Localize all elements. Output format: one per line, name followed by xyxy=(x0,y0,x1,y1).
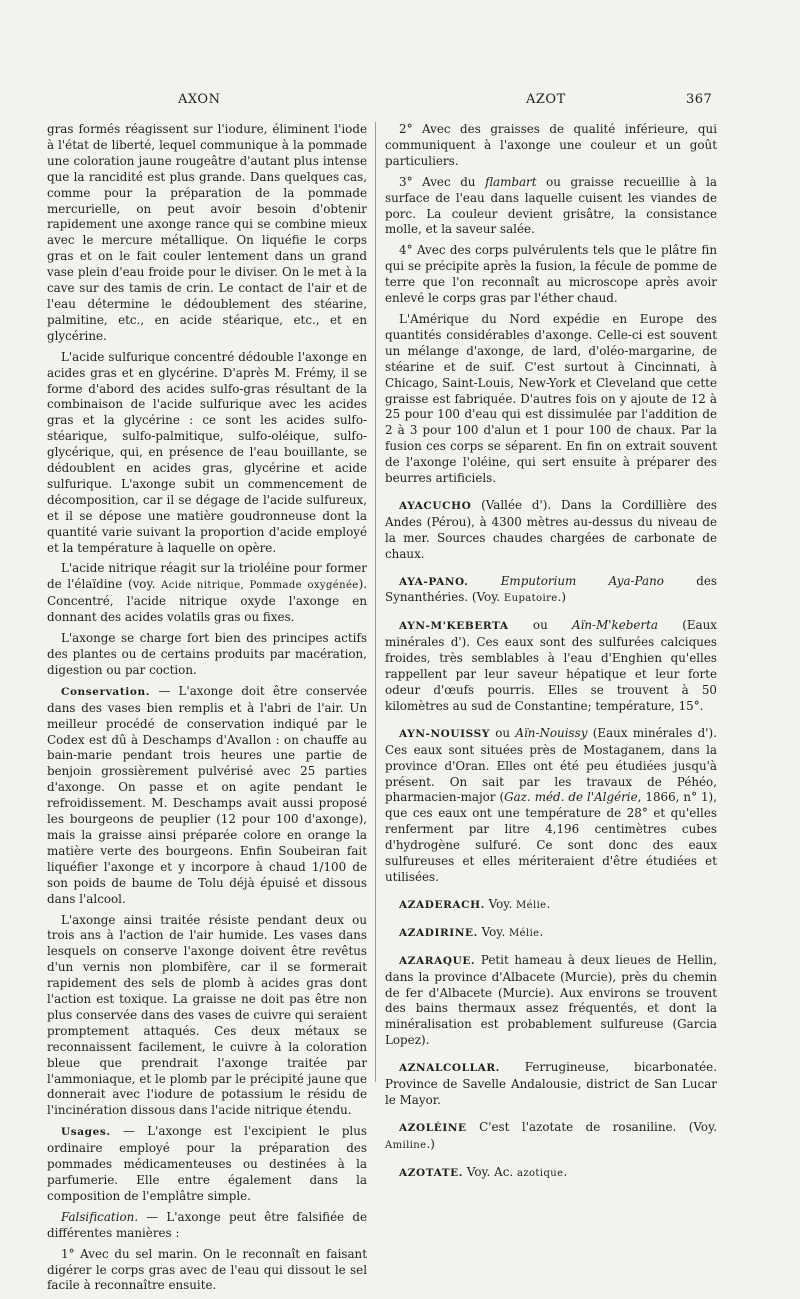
text: — L'axonge peut être falsifiée de différentes manières : xyxy=(47,1209,367,1240)
headword: AZADERACH. xyxy=(399,898,485,911)
paragraph xyxy=(47,350,367,557)
paragraph xyxy=(47,1210,367,1242)
text: . xyxy=(546,896,551,911)
text: des Synanthéries. (Voy. xyxy=(385,573,717,605)
dictionary-entry xyxy=(385,1165,717,1182)
headword: AYA-PANO. xyxy=(399,575,469,588)
text: L'acide nitrique réagit sur la trioléine pour former de l'élaïdine (voy. xyxy=(47,561,367,592)
dictionary-entry xyxy=(385,925,717,942)
paragraph xyxy=(47,1124,367,1205)
text: .) xyxy=(557,590,566,605)
citation: Gaz. méd. de l'Algérie xyxy=(504,790,638,805)
running-head-center: AZOT xyxy=(526,92,566,107)
left-column xyxy=(47,122,367,1299)
text: ou xyxy=(508,618,572,633)
section-label: Falsification. xyxy=(61,1209,139,1224)
headword: AZNALCOLLAR. xyxy=(399,1062,500,1075)
paragraph xyxy=(385,175,717,239)
dictionary-entry xyxy=(385,897,717,914)
cross-reference: Amiline xyxy=(385,1139,427,1151)
paragraph: L'Amérique du Nord expédie en Europe des quantités considérables d'axonge. Celle-ci est souvent un mélange d'axonge, de lard, d'oléo-margarine, de stéarine et de suif. C'est surtout à Cincinnati, à Chicago, Saint-Louis, New-York et Cleveland que cette graisse est fabriquée. D'autres fois on y ajoute de 12 à 25 pour 100 d'eau qui est dissimulée par l'addition de 2 à 3 pour 100 d'alun et 1 pour 100 de chaux. Par la fusion ces corps se séparent. En fin on extrait souvent de l'axonge l'oléine, qui sert ensuite à préparer des beurres artificiels. xyxy=(385,311,717,486)
cross-reference: Acide nitrique, Pommade oxygénée xyxy=(161,580,359,592)
paragraph xyxy=(47,561,367,626)
cross-reference: azotique xyxy=(516,1167,564,1179)
section-label: Conservation. xyxy=(61,685,150,698)
paragraph: 4° Avec des corps pulvérulents tels que le plâtre fin qui se précipite après la fusion, la fécule de pomme de terre que l'on reconnaît au microscope après avoir enlevé le corps gras par l'éther chaud. xyxy=(385,243,717,306)
text: Petit hameau à deux lieues de Hellin, dans la province d'Albacete (Murcie), près du chemin de fer d'Albacete (Murcie). Aux environs se trouvent des bains thermaux assez fréquentés, et dont la minéralisation est probablement sulfureuse (Garcia Lopez). xyxy=(385,952,717,1048)
paragraph: L'axonge ainsi traitée résiste pendant deux ou trois ans à l'action de l'air humide. Les vases dans lesquels on conserve l'axonge doivent être revêtus d'un vernis non plombifère, car il se formerait rapidement des sels de plomb à acides gras dont l'action est toxique. La graisse ne doit pas être non plus conservée dans des vases de cuivre qui seraient promptement attaqués. Ces deux métaux se reconnaissent facilement, le cuivre à la coloration bleue que prendrait l'axonge traitée par l'ammoniaque, et le plomb par le précipité jaune que donnerait avec l'iodure de potassium le résidu de l'incinération dissous dans l'acide nitrique étendu. xyxy=(47,912,367,1118)
text: — L'axonge doit être conservée dans des vases bien remplis et à l'abri de l'air. Un meilleur procédé de conservation indiqué par le Codex est dû à Deschamps d'Avallon : on chauffe au bain-marie pendant trois heures une partie de benjoin grossièrement pulvérisé avec 25 parties d'axonge. On passe et on agite pendant le refroidissement. M. Deschamps avait aussi proposé les bourgeons de peuplier (12 pour 100 d'axonge), mais la graisse ainsi préparée colore en orange la matière verte des bourgeons. Enfin Soubeiran fait liquéfier l'axonge et y incorpore à chaud 1/100 de son poids de baume de Tolu déjà épuisé et dissous dans l'alcool. xyxy=(47,683,367,906)
page-number: 367 xyxy=(686,92,713,107)
right-column xyxy=(385,122,717,1187)
text: — L'axonge est l'excipient le plus ordinaire employé pour la préparation des pommades médicamenteuses ou destinées à la parfumerie. Elle entre également dans la composition de l'emplâtre simple. xyxy=(47,1124,367,1203)
dictionary-entry xyxy=(385,498,717,563)
text: C'est l'azotate de rosaniline. (Voy. xyxy=(466,1119,717,1134)
text: ou graisse recueillie à la surface de l'eau dans laquelle cuisent les viandes de porc. La couleur devient grisâtre, la consistance molle, et la saveur salée. xyxy=(385,174,718,237)
headword: AZARAQUE. xyxy=(399,954,476,967)
dictionary-entry xyxy=(385,726,717,886)
text: Ferrugineuse, bicarbonatée. Province de Savelle Andalousie, district de San Lucar le Mayor. xyxy=(385,1060,717,1107)
text: ). Concentré, l'acide nitrique oxyde l'axonge en donnant des acides volatils gras ou fixes. xyxy=(47,577,368,625)
paragraph xyxy=(47,684,367,908)
italic-term: Aïn-Nouissy xyxy=(515,725,588,740)
paragraph: L'axonge se charge fort bien des principes actifs des plantes ou de certains produits par macération, digestion ou par coction. xyxy=(47,631,367,677)
text: (Eaux minérales d'). Ces eaux sont situées près de Mostaganem, dans la province d'Oran. Elles ont été peu étudiées jusqu'à présent. On sait par les travaux de Péhéo, pharmacien-major ( xyxy=(385,725,717,805)
dictionary-entry xyxy=(385,618,717,714)
headword: AZOLÉINE xyxy=(399,1121,467,1134)
paragraph: 1° Avec du sel marin. On le reconnaît en faisant digérer le corps gras avec de l'eau qui dissout le sel facile à reconnaître ensuite. xyxy=(47,1246,367,1293)
dictionary-entry xyxy=(385,574,717,608)
text: ou xyxy=(489,725,516,740)
text: (Eaux minérales d'). Ces eaux sont des sulfurées calciques froides, très semblables à l'eau d'Enghien qu'elles rappellent par leur saveur hépatique et leur forte odeur d'œufs pourris. Elles se trouvent à 50 kilomètres au sud de Constantine; température, 15°. xyxy=(385,618,717,713)
section-label: Usages. xyxy=(61,1126,111,1139)
headword: AYN-M'KEBERTA xyxy=(399,620,509,633)
paragraph-text: L'acide sulfurique concentré dédouble l'axonge en acides gras et en glycérine. D'après M. Frémy, il se forme d'abord des acides sulfo-gras résultant de la combinaison de l'acide sulfurique avec les acides gras et la glycérine : ce sont les acides sulfo-stéarique, sulfo-palmitique, sulfo-oléique, sulfo-glycérique, qui, en présence de l'eau bouillante, se dédoublent en acides gras, glycérine et acide sulfurique. L'axonge subit un commencement de décomposition, car il se dégage de l'acide sulfureux, et il se dépose une matière goudronneuse dont la quantité varie suivant la proportion d'acide employé et la température à laquelle on opère. xyxy=(47,349,367,555)
dictionary-entry xyxy=(385,953,717,1049)
paragraph: gras formés réagissent sur l'iodure, éliminent l'iode à l'état de liberté, lequel communique à la pommade une coloration jaune rougeâtre d'autant plus intense que la rancidité est plus grande. Dans quelques cas, comme pour la préparation de la pommade mercurielle, on peut avoir besoin d'obtenir rapidement une axonge rance qui se combine mieux avec le mercure métallique. On liquéfie le corps gras et on le fait couler lentement dans un grand vase plein d'eau froide pour le diviser. On le met à la cave sur des tamis de crin. Le contact de l'air et de l'eau détermine le dédoublement des stéarine, palmitine, etc., en acide stéarique, etc., et en glycérine. xyxy=(47,122,367,343)
text: Voy. Ac. xyxy=(463,1164,517,1179)
text: . xyxy=(563,1164,568,1179)
headword: AZOTATE. xyxy=(399,1166,464,1179)
italic-term: Emputorium Aya-Pano xyxy=(468,573,664,588)
headword: AYACUCHO xyxy=(399,499,472,512)
text: Voy. xyxy=(484,896,517,911)
column-rule xyxy=(375,122,376,1082)
text: , 1866, n° 1), que ces eaux ont une température de 28° et qu'elles renferment par litre 4,196 centimètres cubes d'hydrogène sulfuré. Ce sont donc des eaux sulfureuses et elles mériteraient d'être étudiées et utilisées. xyxy=(385,790,717,884)
dictionary-entry xyxy=(385,1060,717,1109)
text: 3° Avec du xyxy=(399,174,486,189)
italic-term: flambart xyxy=(485,174,537,189)
headword: AYN-NOUISSY xyxy=(399,727,490,740)
paragraph: 2° Avec des graisses de qualité inférieure, qui communiquent à l'axonge une couleur et un goût particuliers. xyxy=(385,122,717,168)
text: (Vallée d'). Dans la Cordillière des Andes (Pérou), à 4300 mètres au-dessus du niveau de la mer. Sources chaudes chargées de carbonate de chaux. xyxy=(385,497,717,561)
italic-term: Aïn-M'keberta xyxy=(572,618,658,633)
text: .) xyxy=(426,1136,435,1151)
cross-reference: Mélie xyxy=(516,899,547,911)
text: Voy. xyxy=(477,924,510,939)
cross-reference: Eupatoire xyxy=(503,593,558,605)
running-head-left: AXON xyxy=(178,92,221,107)
text: . xyxy=(539,924,544,939)
headword: AZADIRINE. xyxy=(399,926,478,939)
cross-reference: Mélie xyxy=(509,927,540,939)
dictionary-entry xyxy=(385,1120,717,1154)
